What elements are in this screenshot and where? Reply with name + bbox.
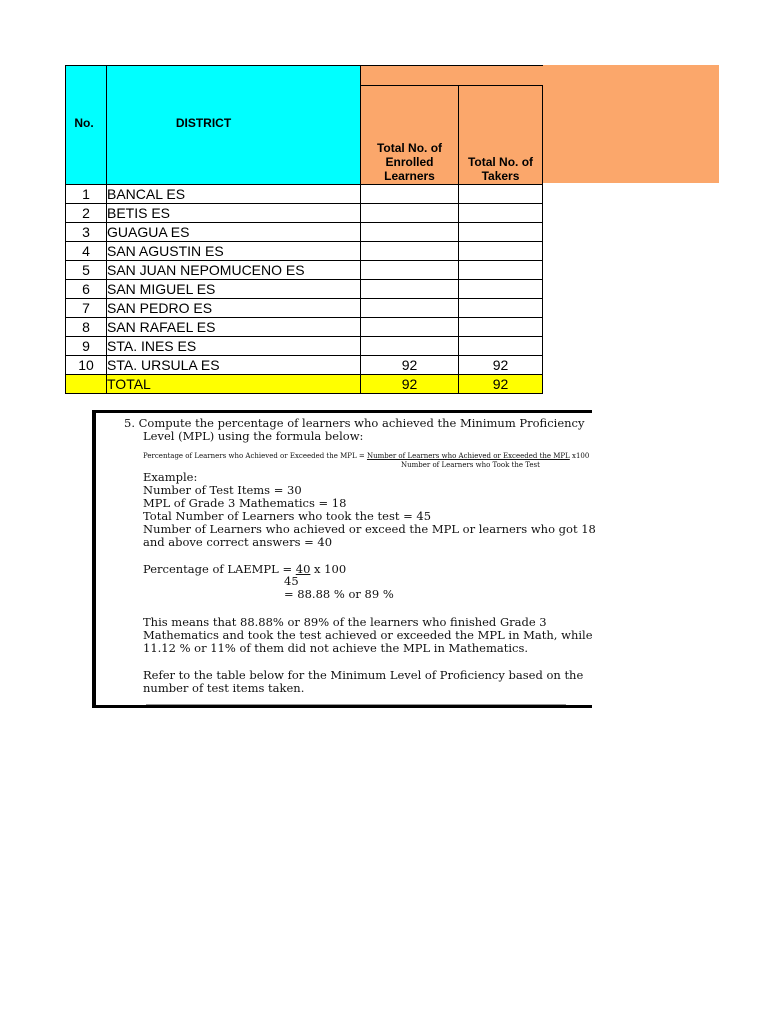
district-name: BANCAL ES	[107, 185, 361, 204]
calc-line	[143, 563, 346, 576]
header-no: No.	[66, 66, 107, 185]
takers-cell: 92	[459, 356, 543, 375]
row-number: 7	[66, 299, 107, 318]
row-number: 4	[66, 242, 107, 261]
formula-denominator: Number of Learners who Took the Test	[401, 461, 540, 469]
district-name: SAN MIGUEL ES	[107, 280, 361, 299]
table-row	[66, 223, 543, 242]
table-row	[66, 299, 543, 318]
row-number: 2	[66, 204, 107, 223]
enrolled-cell	[361, 299, 459, 318]
meaning-line: 11.12 % or 11% of them did not achieve the MPL in Mathematics.	[143, 641, 529, 655]
total-enrolled: 92	[361, 375, 459, 394]
calc-numerator: 40	[295, 562, 311, 576]
table-row	[66, 318, 543, 337]
formula-line	[143, 452, 589, 460]
total-row-spacer	[66, 375, 107, 394]
district-name: BETIS ES	[107, 204, 361, 223]
scanned-instructions-excerpt	[92, 410, 596, 708]
enrolled-cell	[361, 261, 459, 280]
total-takers: 92	[459, 375, 543, 394]
formula-times: x100	[569, 452, 590, 460]
calc-times: x 100	[310, 562, 347, 576]
table-row	[66, 204, 543, 223]
header-enrolled: Total No. of Enrolled Learners	[361, 86, 459, 185]
example-title: Example:	[143, 470, 198, 484]
example-line: and above correct answers = 40	[143, 535, 333, 549]
table-row	[66, 185, 543, 204]
row-number: 1	[66, 185, 107, 204]
enrolled-cell	[361, 337, 459, 356]
enrolled-cell	[361, 318, 459, 337]
enrolled-cell	[361, 223, 459, 242]
header-district: DISTRICT	[107, 66, 361, 185]
example-line: Number of Test Items = 30	[143, 483, 302, 497]
district-name: GUAGUA ES	[107, 223, 361, 242]
calc-lhs: Percentage of LAEMPL =	[143, 562, 296, 576]
row-number: 5	[66, 261, 107, 280]
meaning-line: This means that 88.88% or 89% of the learners who finished Grade 3	[143, 615, 547, 629]
table-row	[66, 280, 543, 299]
meaning-line: Mathematics and took the test achieved or exceeded the MPL in Math, while	[143, 628, 593, 642]
takers-cell	[459, 318, 543, 337]
example-line: MPL of Grade 3 Mathematics = 18	[143, 496, 347, 510]
district-table	[65, 65, 543, 394]
excerpt-bottom-rule	[146, 704, 566, 705]
refer-line: number of test items taken.	[143, 681, 305, 695]
header-group-band	[361, 66, 543, 86]
table-row	[66, 242, 543, 261]
refer-line: Refer to the table below for the Minimum Level of Proficiency based on the	[143, 668, 584, 682]
district-name: SAN RAFAEL ES	[107, 318, 361, 337]
table-row	[66, 337, 543, 356]
takers-cell	[459, 337, 543, 356]
example-line: Total Number of Learners who took the test = 45	[143, 509, 432, 523]
takers-cell	[459, 299, 543, 318]
row-number: 9	[66, 337, 107, 356]
takers-cell	[459, 185, 543, 204]
calc-result: = 88.88 % or 89 %	[284, 587, 394, 601]
example-line: Number of Learners who achieved or exceed the MPL or learners who got 18	[143, 522, 596, 536]
row-number: 10	[66, 356, 107, 375]
row-number: 3	[66, 223, 107, 242]
total-row	[66, 375, 543, 394]
district-name: STA. INES ES	[107, 337, 361, 356]
formula-numerator: Number of Learners who Achieved or Exceeded the MPL	[366, 452, 570, 460]
header-takers: Total No. of Takers	[459, 86, 543, 185]
enrolled-cell	[361, 185, 459, 204]
instruction-line: Level (MPL) using the formula below:	[143, 429, 364, 443]
district-name: SAN JUAN NEPOMUCENO ES	[107, 261, 361, 280]
takers-cell	[459, 204, 543, 223]
district-name: SAN AGUSTIN ES	[107, 242, 361, 261]
table-row	[66, 261, 543, 280]
enrolled-cell	[361, 242, 459, 261]
instruction-line: 5. Compute the percentage of learners who achieved the Minimum Proficiency	[124, 416, 585, 430]
enrolled-cell	[361, 204, 459, 223]
takers-cell	[459, 242, 543, 261]
enrolled-cell: 92	[361, 356, 459, 375]
formula-lhs: Percentage of Learners who Achieved or Exceeded the MPL =	[143, 452, 367, 460]
takers-cell	[459, 280, 543, 299]
total-label: TOTAL	[107, 375, 361, 394]
calc-denominator: 45	[284, 574, 299, 588]
header-fill-block	[541, 65, 719, 183]
takers-cell	[459, 223, 543, 242]
district-name: STA. URSULA ES	[107, 356, 361, 375]
table-row	[66, 356, 543, 375]
district-name: SAN PEDRO ES	[107, 299, 361, 318]
enrolled-cell	[361, 280, 459, 299]
row-number: 6	[66, 280, 107, 299]
takers-cell	[459, 261, 543, 280]
row-number: 8	[66, 318, 107, 337]
